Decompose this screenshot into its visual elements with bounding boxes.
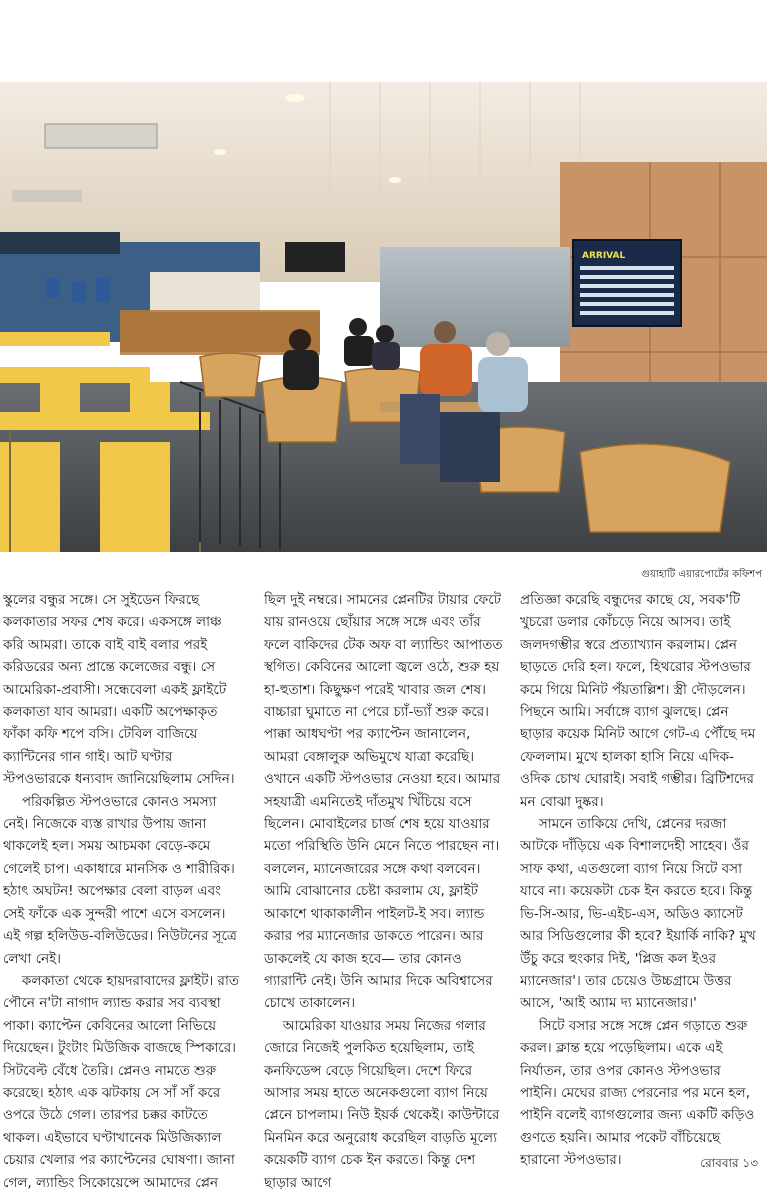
coffee-shop-photo bbox=[0, 82, 767, 552]
paragraph: প্রতিজ্ঞা করেছি বন্ধুদের কাছে যে, সবক'টি খুচরো ডলার কোঁচড়ে নিয়ে আসব। তাই জলদগম্ভীর স্বরে প্রত্যাখ্যান করলাম। প্লেন ছাড়তে দেরি হল। ফলে, হিথরোর স্টপওভার কমে গিয়ে মিনিট পঁয়তাল্লিশ। স্ত্রী দৌড়লেন। পিছনে আমি। সর্বাঙ্গে ব্যাগ ঝুলছে। প্লেন ছাড়ার কয়েক মিনিট আগে গেট-এ পৌঁছে দম ফেললাম। মুখে হালকা হাসি নিয়ে এদিক-ওদিক চোখ ঘোরাই। সবাই গম্ভীর। ব্রিটিশদের মন বোঝা দুষ্কর। bbox=[520, 592, 756, 810]
page-footer: রোববার ১৩ bbox=[700, 1156, 758, 1170]
paragraph: সিটে বসার সঙ্গে সঙ্গে প্লেন গড়াতে শুরু করল। ক্লান্ত হয়ে পড়েছিলাম। একে এই নির্যাতন, তার ওপর কোনও স্টপওভার পাইনি। মেঘের রাজ্য পেরনোর পর মনে হল, পাইনি বলেই ব্যাগগুলোর জন্য একটি কড়িও গুণতে হয়নি। আমার পকেট বাঁচিয়েছে হারানো স্টপওভার। bbox=[520, 1017, 755, 1169]
photo-caption: গুয়াহাটি এয়ারপোর্টের কফিশপ bbox=[641, 569, 762, 580]
paragraph: ছিল দুই নম্বরে। সামনের প্লেনটির টায়ার ফেটে যায় রানওয়ে ছোঁয়ার সঙ্গে সঙ্গে এবং তাঁর ফলে বাকিদের টেক অফ বা ল্যান্ডিং আপাতত স্থগিত। কেবিনের আলো জ্বলে ওঠে, শুরু হয় হা-হুতাশ। কিছুক্ষণ পরেই খাবার জল শেষ। বাচ্চারা ঘুমাতে না পেরে চ্যাঁ-ভ্যাঁ শুরু করে। পাক্কা আধঘণ্টা পর ক্যাপ্টেন জানালেন, আমরা বেঙ্গালুরু অভিমুখে যাত্রা করেছি। ওখানে একটি স্টপওভার নেওয়া হবে। আমার সহযাত্রী এমনিতেই দাঁতমুখ খিঁচিয়ে বসে ছিলেন। মোবাইলের চার্জ শেষ হয়ে যাওয়ার মতো পরিস্থিতি উনি মেনে নিতে পারছেন না। বললেন, ম্যানেজারের সঙ্গে কথা বলবেন। আমি বোঝানোর চেষ্টা করলাম যে, ফ্লাইট আকাশে থাকাকালীন পাইলট-ই সব। ল্যান্ড করার পর ম্যানেজার ডাকতে পারেন। আর ডাকলেই যে কাজ হবে— তার কোনও গ্যারান্টি নেই। উনি আমার দিকে অবিশ্বাসের চোখে তাকালেন। bbox=[264, 592, 503, 1012]
paragraph: স্কুলের বন্ধুর সঙ্গে। সে সুইডেন ফিরছে কলকাতার সফর শেষ করে। একসঙ্গে লাঞ্চ করি আমরা। তাকে বাই বাই বলার পরই করিডরের অন্য প্রান্তে কলেজের বন্ধু। সে আমেরিকা-প্রবাসী। সন্ধেবেলা একই ফ্লাইটে কলকাতা যাব আমরা। একটি অপেক্ষাকৃত ফাঁকা কফি শপে বসি। টেবিল বাজিয়ে ক্যান্টিনের গান গাই। আট ঘণ্টার স্টপওভারকে ধন্যবাদ জানিয়েছিলাম সেদিন। bbox=[3, 592, 235, 788]
paragraph: আমেরিকা যাওয়ার সময় নিজের গলার জোরে নিজেই পুলকিত হয়েছিলাম, তাই কনফিডেন্স বেড়ে গিয়েছিল। দেশে ফিরে আসার সময় হাতে অনেকগুলো ব্যাগ নিয়ে প্লেনে চাপলাম। নিউ ইয়র্ক থেকেই। কাউন্টারে মিনমিন করে অনুরোধ করেছিল বাড়তি মূল্যে কয়েকটি ব্যাগ চেক ইন করতে। কিন্তু দেশ ছাড়ার আগে bbox=[264, 1017, 500, 1191]
arrival-board-title: ARRIVAL bbox=[582, 251, 626, 261]
paragraph: সামনে তাকিয়ে দেখি, প্লেনের দরজা আটকে দাঁড়িয়ে এক বিশালদেহী সাহেব। ওঁর সাফ কথা, এতগুলো ব্যাগ নিয়ে সিটে বসা যাবে না। কয়েকটা চেক ইন করতে হবে। কিন্তু ভি-সি-আর, ভি-এইচ-এস, অডিও ক্যাসেট আর সিডিগুলোর কী হবে? ইয়ার্কি নাকি? মুখ উঁচু করে হুংকার দিই, 'প্লিজ কল ইওর ম্যানেজার'। তার চেয়েও উচ্চগ্রামে উত্তর আসে, 'আই অ্যাম দ্য ম্যানেজার।' bbox=[520, 816, 756, 1012]
article-column-1 bbox=[3, 589, 243, 1194]
article-column-2 bbox=[264, 589, 504, 1194]
article-column-3 bbox=[520, 589, 760, 1172]
paragraph: পরিকল্পিত স্টপওভারে কোনও সমস্যা নেই। নিজেকে ব্যস্ত রাখার উপায় জানা থাকলেই হল। সময় আচমকা বেড়ে-কমে গেলেই চাপ। একাধারে মানসিক ও শারীরিক। হঠাৎ অঘটন! অপেক্ষার বেলা বাড়ল এবং সেই ফাঁকে এক সুন্দরী পাশে এসে বসলেন। এই গল্প হলিউড-বলিউডের। নিউটনের সূত্রে লেখা নেই। bbox=[3, 793, 237, 967]
paragraph: কলকাতা থেকে হায়দরাবাদের ফ্লাইট। রাত পৌনে ন'টা নাগাদ ল্যান্ড করার সব ব্যবস্থা পাকা। ক্যাপ্টেন কেবিনের আলো নিভিয়ে দিয়েছেন। টুংটাং মিউজিক বাজছে স্পিকারে। সিটবেল্ট বেঁধে তৈরি। প্লেনও নামতে শুরু করেছে। হঠাৎ এক ঝটকায় সে সাঁ সাঁ করে ওপরে উঠে গেল। তারপর চক্কর কাটতে থাকল। এইভাবে ঘণ্টাখানেক মিউজিক্যাল চেয়ার খেলার পর ক্যাপ্টেনের ঘোষণা। জানা গেল, ল্যান্ডিং সিকোয়েন্সে আমাদের প্লেন bbox=[3, 972, 240, 1191]
